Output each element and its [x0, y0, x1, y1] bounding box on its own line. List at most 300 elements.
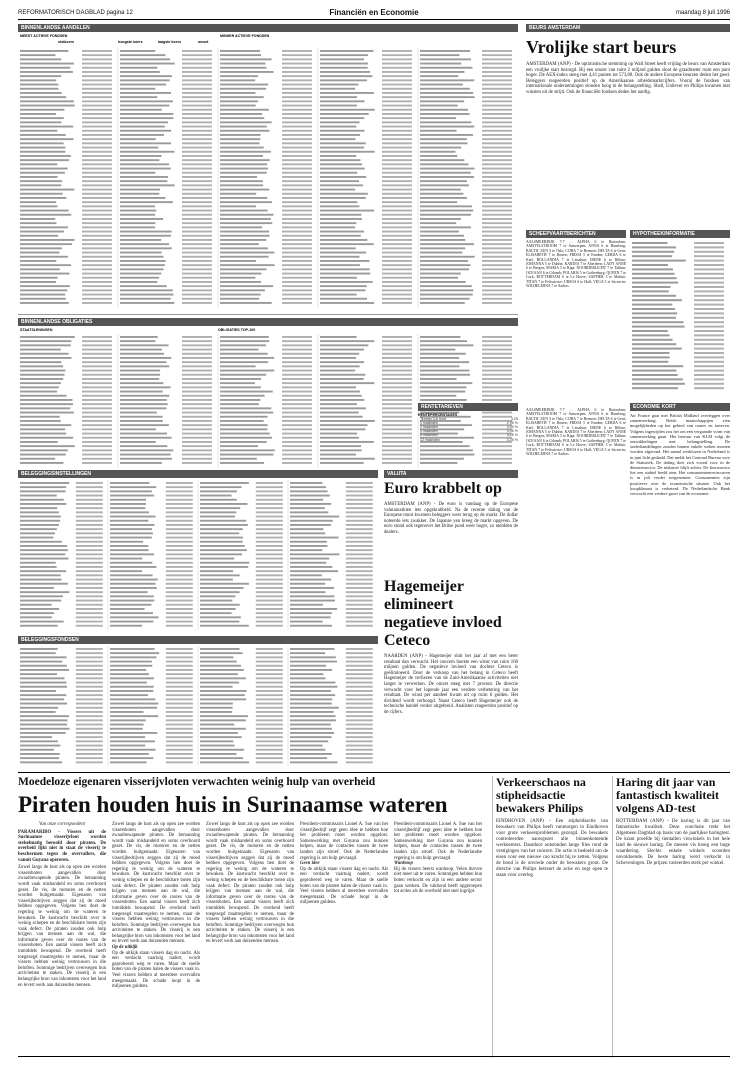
listing-value-line — [182, 260, 212, 262]
listing-value-line — [694, 251, 724, 253]
listing-value-line — [346, 532, 373, 534]
listing-name-line — [632, 330, 668, 332]
listing-name-line — [220, 75, 258, 77]
listing-value-line — [482, 264, 512, 266]
listing-name-line — [220, 172, 267, 174]
listing-name-line — [632, 326, 685, 328]
listing-name-line — [420, 260, 468, 262]
listing-name-line — [120, 151, 174, 153]
listing-value-line — [282, 412, 312, 414]
listing-name-line — [320, 100, 364, 102]
listing-value-line — [256, 570, 283, 572]
listing-value-line — [82, 395, 112, 397]
listing-name-line — [20, 285, 70, 287]
listing-name-line — [420, 378, 457, 380]
listing-name-line — [320, 407, 366, 409]
listing-value-line — [346, 707, 373, 709]
scheepvaart-text-cont: AALSMEERDIJK 7-7 ... ALPHA 6 te Rotterdam; AMSTELSTROOM 7 te Antwerpen; ANNA 6 te Hamburg; BALTIC SUN 5 te Oslo; CORA 7 te Bremen; DELTA 6 te Gent; ELISABETH 7 te Rouen; FRISIA 5 te Emden; GERDA 6 te Kiel; HOLLANDIA 7 te Lissabon; IRENE 6 te Bilbao; JOHANNA 5 te Dublin; KARINA 7 te Aberdeen; LADY ANNE 6 te Bergen; MARIA 5 te Riga; NOORDERLICHT 7 te Tallinn; OCEAAN 6 te Gdansk; POLARIS 5 te Gothenburg; QUEEN 7 te Cork; ROTTERDAM 6 te Le Havre; SAFFIER 5 te Malmö; TITAN 7 te Felixstowe; URSUS 6 te Hull; VEGA 5 te Szczecin; WILHELMINA 7 te Aarhus. — [526, 408, 626, 457]
listing-value-line — [282, 336, 312, 338]
listing-name-line — [20, 719, 67, 721]
listing-name-line — [120, 428, 156, 430]
listing-name-line — [120, 117, 173, 119]
listing-name-line — [320, 130, 364, 132]
listing-value-line — [482, 273, 512, 275]
listing-name-line — [220, 239, 266, 241]
listing-name-line — [290, 621, 323, 623]
listing-name-line — [290, 612, 332, 614]
listing-value-line — [382, 75, 412, 77]
listing-name-line — [320, 121, 360, 123]
listing-value-line — [182, 134, 212, 136]
listing-value-line — [694, 387, 724, 389]
listing-name-line — [320, 273, 370, 275]
listing-value-line — [282, 386, 312, 388]
listing-value-line — [346, 558, 373, 560]
listing-name-line — [120, 189, 160, 191]
listing-name-line — [120, 454, 171, 456]
listing-value-line — [382, 302, 412, 304]
listing-value-line — [282, 252, 312, 254]
body-hagemeijer: NAARDEN (ANP) - Hagemeijer sluit het jaar af met een beter resultaat dan verwacht. Het concern boekte een winst van ruim 160 miljoen gulden. De negatieve invloed van dochter Ceteco is geëlimineerd. Door de verkoop van het belang in Ceteco heeft Hagemeijer de verliezen van de Zuid-Amerikaanse activiteiten niet langer te verwerken. De omzet steeg met 7 procent. De directie verwacht voor het lopende jaar een verdere verbetering van het resultaat. De winst per aandeel kwam uit op ruim 6 gulden. Het dividend wordt verhoogd. Naast Ceteco heeft Hagemeijer ook de technische handel verder uitgebreid. Analisten reageerden positief op de cijfers. — [384, 654, 518, 715]
listing-name-line — [220, 117, 264, 119]
listing-value-line — [166, 703, 193, 705]
listing-name-line — [20, 130, 57, 132]
listing-name-line — [320, 201, 357, 203]
listing-name-line — [290, 616, 331, 618]
listing-value-line — [282, 71, 312, 73]
listing-name-line — [120, 357, 171, 359]
listing-name-line — [320, 247, 356, 249]
listing-name-line — [220, 445, 258, 447]
listing-name-line — [220, 214, 273, 216]
listing-value-line — [256, 528, 283, 530]
listing-name-line — [320, 134, 360, 136]
fondsen-columns — [18, 646, 378, 766]
listing-name-line — [110, 516, 156, 518]
listing-name-line — [20, 749, 54, 751]
listing-name-line — [200, 486, 242, 488]
listing-name-line — [420, 75, 458, 77]
listing-value-line — [482, 256, 512, 258]
listing-value-line — [182, 184, 212, 186]
listing-name-line — [290, 608, 337, 610]
listing-name-line — [120, 344, 169, 346]
listing-value-line — [282, 395, 312, 397]
listing-value-line — [282, 462, 312, 464]
listing-value-line — [282, 268, 312, 270]
listing-name-line — [20, 656, 67, 658]
listing-name-line — [632, 277, 677, 279]
listing-name-line — [120, 462, 162, 464]
listing-name-line — [200, 532, 239, 534]
listing-name-line — [120, 142, 171, 144]
listing-value-line — [382, 113, 412, 115]
listing-name-line — [420, 289, 473, 291]
listing-name-line — [110, 719, 146, 721]
listing-name-line — [320, 268, 370, 270]
listing-value-line — [82, 391, 112, 393]
listing-name-line — [220, 231, 269, 233]
listing-value-line — [256, 524, 283, 526]
listing-value-line — [166, 707, 193, 709]
listing-value-line — [166, 595, 193, 597]
listing-value-line — [76, 724, 103, 726]
listing-value-line — [346, 600, 373, 602]
listing-name-line — [220, 433, 270, 435]
listing-value-line — [482, 109, 512, 111]
headline-hagemeijer: Hagemeijer elimineert negatieve invloed Ceteco — [384, 578, 502, 649]
listing-name-line — [200, 600, 232, 602]
listing-value-line — [256, 761, 283, 763]
listing-name-line — [120, 277, 159, 279]
listing-value-line — [166, 591, 193, 593]
listing-name-line — [320, 264, 360, 266]
listing-value-line — [256, 499, 283, 501]
listing-value-line — [166, 749, 193, 751]
listing-name-line — [20, 231, 64, 233]
listing-value-line — [182, 79, 212, 81]
listing-value-line — [182, 155, 212, 157]
listing-name-line — [200, 698, 246, 700]
listing-name-line — [200, 686, 233, 688]
listing-name-line — [110, 570, 142, 572]
listing-name-line — [220, 399, 260, 401]
economie-kort-text: Air France gaat met British Midland overleggen over samenwerking. Beide maatschappijen zien mogelijkheden op het gebied van routes en tarieven. Volgens ingewijden zou het om een vergaande vorm van samenwerking gaan. Het bestuur van KLM volgt de ontwikkelingen met belangstelling. De onderhandelingen zouden binnen enkele weken moeten worden afgerond. Het aantal werklozen in Nederland is in juni licht gedaald. Dat meldt het Centraal Bureau voor de Statistiek. De daling doet zich vooral voor in de dienstensector. De industrie blijft achter. De bouwsector liet een stabiel beeld zien. Het consumentenvertrouwen is in juli verder toegenomen. Consumenten zijn positiever over de economische situatie. Ook het koopklimaat is verbeterd. De Nederlandsche Bank verwacht een verdere groei van de economie. — [630, 413, 730, 497]
article-haring — [616, 776, 730, 1058]
listing-name-line — [420, 163, 468, 165]
listing-value-line — [256, 686, 283, 688]
listing-value-line — [382, 151, 412, 153]
listing-value-line — [482, 353, 512, 355]
listing-value-line — [282, 407, 312, 409]
listing-name-line — [20, 180, 62, 182]
listing-value-line — [482, 395, 512, 397]
listing-value-line — [482, 193, 512, 195]
listing-name-line — [110, 728, 143, 730]
listing-value-line — [382, 134, 412, 136]
listing-name-line — [110, 482, 150, 484]
listing-name-line — [420, 226, 471, 228]
listing-value-line — [82, 361, 112, 363]
listing-value-line — [482, 84, 512, 86]
listing-value-line — [282, 205, 312, 207]
listing-value-line — [482, 391, 512, 393]
listing-name-line — [20, 433, 66, 435]
listing-name-line — [220, 268, 267, 270]
listing-name-line — [20, 399, 72, 401]
listing-value-line — [482, 113, 512, 115]
piraten-body-4: Bij de vissers heerst wanhoop. Velen durven niet meer uit te varen. Sommigen hebben hun boten verkocht en zijn in een andere sector gaan werken. De vakbond heeft opgeroepen tot acties als de overheid niet snel ingrijpt. — [394, 866, 482, 895]
listing-value-line — [382, 378, 412, 380]
listing-name-line — [120, 121, 168, 123]
listing-name-line — [20, 612, 54, 614]
listing-value-line — [182, 340, 212, 342]
listing-name-line — [220, 285, 273, 287]
listing-value-line — [482, 235, 512, 237]
listing-name-line — [20, 277, 58, 279]
listing-name-line — [110, 757, 153, 759]
listing-name-line — [120, 138, 156, 140]
listing-name-line — [220, 370, 274, 372]
section-beurs-amsterdam: BEURS AMSTERDAM — [526, 24, 730, 32]
listing-name-line — [220, 92, 255, 94]
listing-value-line — [76, 587, 103, 589]
listing-name-line — [320, 63, 368, 65]
listing-value-line — [182, 121, 212, 123]
listing-value-line — [382, 340, 412, 342]
listing-name-line — [290, 690, 331, 692]
listing-name-line — [420, 264, 471, 266]
listing-name-line — [110, 587, 157, 589]
listing-name-line — [420, 180, 467, 182]
listing-value-line — [182, 378, 212, 380]
listing-name-line — [220, 184, 263, 186]
listing-value-line — [482, 189, 512, 191]
listing-name-line — [420, 273, 461, 275]
section-beleggingsfondsen: BELEGGINGSFONDSEN — [18, 636, 378, 644]
listing-value-line — [346, 673, 373, 675]
listing-value-line — [166, 757, 193, 759]
listing-value-line — [256, 612, 283, 614]
listing-name-line — [20, 698, 64, 700]
listing-value-line — [346, 749, 373, 751]
listing-name-line — [110, 715, 158, 717]
listing-name-line — [110, 707, 157, 709]
listing-value-line — [382, 260, 412, 262]
listing-name-line — [320, 105, 357, 107]
listing-name-line — [20, 441, 58, 443]
listing-name-line — [110, 486, 156, 488]
listing-name-line — [200, 707, 233, 709]
listing-value-line — [82, 437, 112, 439]
listing-name-line — [110, 600, 154, 602]
listing-value-line — [382, 264, 412, 266]
listing-name-line — [20, 159, 69, 161]
listing-value-line — [694, 317, 724, 319]
listing-value-line — [282, 63, 312, 65]
listing-value-line — [382, 273, 412, 275]
listing-name-line — [20, 365, 63, 367]
listing-value-line — [166, 652, 193, 654]
listing-name-line — [220, 294, 261, 296]
listing-value-line — [382, 289, 412, 291]
listing-name-line — [20, 357, 71, 359]
listing-value-line — [346, 665, 373, 667]
listing-value-line — [256, 724, 283, 726]
listing-name-line — [320, 462, 364, 464]
listing-value-line — [346, 621, 373, 623]
listing-name-line — [20, 134, 66, 136]
listing-value-line — [282, 374, 312, 376]
listing-value-line — [382, 382, 412, 384]
stock-columns — [18, 48, 518, 308]
listing-value-line — [382, 79, 412, 81]
listing-name-line — [20, 193, 63, 195]
listing-value-line — [282, 151, 312, 153]
listing-value-line — [182, 138, 212, 140]
listing-name-line — [420, 172, 471, 174]
listing-name-line — [20, 652, 56, 654]
listing-name-line — [110, 608, 145, 610]
listing-name-line — [200, 541, 243, 543]
listing-value-line — [382, 268, 412, 270]
listing-name-line — [200, 499, 237, 501]
listing-name-line — [110, 591, 148, 593]
listing-name-line — [420, 277, 458, 279]
listing-value-line — [482, 63, 512, 65]
listing-name-line — [20, 75, 61, 77]
listing-value-line — [482, 168, 512, 170]
listing-value-line — [282, 126, 312, 128]
listing-value-line — [346, 549, 373, 551]
listing-value-line — [694, 246, 724, 248]
listing-value-line — [256, 656, 283, 658]
listing-value-line — [256, 757, 283, 759]
listing-name-line — [632, 242, 667, 244]
listing-name-line — [290, 591, 326, 593]
listing-value-line — [282, 92, 312, 94]
listing-name-line — [632, 268, 673, 270]
listing-value-line — [694, 378, 724, 380]
listing-name-line — [420, 121, 471, 123]
listing-name-line — [220, 50, 260, 52]
listing-value-line — [82, 344, 112, 346]
listing-value-line — [346, 562, 373, 564]
listing-name-line — [200, 711, 232, 713]
listing-name-line — [320, 391, 360, 393]
listing-value-line — [82, 340, 112, 342]
listing-value-line — [76, 520, 103, 522]
listing-value-line — [82, 180, 112, 182]
listing-name-line — [290, 648, 334, 650]
listing-name-line — [20, 336, 75, 338]
listing-value-line — [82, 349, 112, 351]
listing-name-line — [20, 600, 61, 602]
piraten-body-3a: Zowel langs de kust als op open zee worden vissersboten aangevallen door zwaarbewapende piraten. De bemanning wordt vaak mishandeld en soms overboord gezet. De vis, de motoren en de netten worden buitgemaakt. Eigenaren van visserijbedrijven zeggen dat zij de moed hebben opgegeven. Volgens hen doet de regering te weinig om de wateren te bewaken. De kustwacht beschikt over te weinig schepen en de beschikbare boten zijn vaak defect. De piraten zouden ook hulp krijgen van mensen aan de wal, die informatie geven over de routes van de vissersboten. Een aantal vissers heeft zich inmiddels bewapend. De overheid heeft toegezegd maatregelen te nemen, maar de vissers hebben weinig vertrouwen in die beloften. Sommige bedrijven overwegen hun activiteiten te staken. De visserij is een belangrijke bron van inkomsten voor het land en levert werk aan duizenden mensen. — [206, 822, 294, 945]
listing-value-line — [256, 537, 283, 539]
listing-value-line — [694, 348, 724, 350]
listing-value-line — [182, 113, 212, 115]
listing-name-line — [120, 441, 156, 443]
listing-value-line — [382, 370, 412, 372]
listing-value-line — [482, 218, 512, 220]
listing-name-line — [320, 382, 374, 384]
listing-name-line — [320, 243, 374, 245]
listing-value-line — [282, 433, 312, 435]
fund-columns — [18, 480, 378, 630]
listing-value-line — [76, 499, 103, 501]
listing-name-line — [420, 151, 455, 153]
listing-value-line — [182, 222, 212, 224]
listing-name-line — [632, 370, 676, 372]
listing-name-line — [20, 184, 61, 186]
piraten-body-1: Zowel langs de kust als op open zee worden vissersboten aangevallen door zwaarbewapende piraten. De bemanning wordt vaak mishandeld en soms overboord gezet. De vis, de motoren en de netten worden buitgemaakt. Eigenaren van visserijbedrijven zeggen dat zij de moed hebben opgegeven. Volgens hen doet de regering te weinig om de wateren te bewaken. De kustwacht beschikt over te weinig schepen en de beschikbare boten zijn vaak defect. De piraten zouden ook hulp krijgen van mensen aan de wal, die informatie geven over de routes van de vissersboten. Een aantal vissers heeft zich inmiddels bewapend. De overheid heeft toegezegd maatregelen te nemen, maar de vissers hebben weinig vertrouwen in die beloften. Sommige bedrijven overwegen hun activiteiten te staken. De visserij is een belangrijke bron van inkomsten voor het land en levert werk aan duizenden mensen. — [18, 865, 106, 988]
listing-value-line — [482, 54, 512, 56]
listing-value-line — [282, 231, 312, 233]
listing-value-line — [166, 516, 193, 518]
listing-value-line — [482, 138, 512, 140]
listing-value-line — [256, 503, 283, 505]
listing-name-line — [220, 420, 264, 422]
listing-value-line — [76, 482, 103, 484]
listing-value-line — [382, 386, 412, 388]
listing-value-line — [382, 210, 412, 212]
listing-name-line — [120, 201, 173, 203]
listing-name-line — [20, 669, 69, 671]
listing-value-line — [76, 562, 103, 564]
listing-value-line — [256, 604, 283, 606]
listing-value-line — [694, 383, 724, 385]
listing-name-line — [420, 370, 469, 372]
listing-value-line — [346, 625, 373, 627]
listing-value-line — [182, 285, 212, 287]
listing-name-line — [200, 648, 240, 650]
listing-value-line — [282, 247, 312, 249]
listing-value-line — [166, 570, 193, 572]
listing-name-line — [110, 682, 147, 684]
listing-value-line — [82, 155, 112, 157]
listing-value-line — [182, 361, 212, 363]
listing-name-line — [120, 382, 163, 384]
listing-value-line — [76, 745, 103, 747]
listing-value-line — [182, 391, 212, 393]
listing-name-line — [120, 96, 157, 98]
listing-name-line — [320, 403, 357, 405]
piraten-lead: PARAMARIBO - Vissers uit de Surinaamse visserijvloot worden stelselmatig beroofd door piraten. De overheid lijkt niet in staat de visserij te beschermen tegen de overvallers, die vanuit Guyana opereren. — [18, 829, 106, 863]
listing-name-line — [20, 252, 59, 254]
listing-value-line — [382, 424, 412, 426]
listing-value-line — [482, 142, 512, 144]
listing-value-line — [76, 703, 103, 705]
listing-name-line — [320, 235, 361, 237]
listing-name-line — [120, 412, 157, 414]
listing-name-line — [420, 349, 455, 351]
listing-name-line — [320, 365, 360, 367]
listing-value-line — [82, 214, 112, 216]
listing-name-line — [20, 740, 58, 742]
listing-name-line — [20, 88, 58, 90]
listing-name-line — [290, 549, 322, 551]
listing-value-line — [382, 239, 412, 241]
listing-value-line — [82, 126, 112, 128]
listing-name-line — [20, 370, 65, 372]
listing-name-line — [200, 562, 249, 564]
listing-value-line — [382, 201, 412, 203]
listing-name-line — [20, 155, 71, 157]
rente-label: 3 maanden — [420, 429, 438, 434]
listing-name-line — [420, 231, 459, 233]
listing-value-line — [282, 361, 312, 363]
listing-value-line — [82, 176, 112, 178]
listing-value-line — [346, 719, 373, 721]
listing-value-line — [82, 121, 112, 123]
listing-value-line — [182, 54, 212, 56]
listing-name-line — [110, 511, 149, 513]
listing-value-line — [82, 96, 112, 98]
listing-name-line — [320, 58, 364, 60]
listing-name-line — [290, 507, 325, 509]
section-binnenlandse-aandelen: BINNENLANDSE AANDELEN — [18, 24, 518, 32]
listing-value-line — [182, 403, 212, 405]
listing-name-line — [120, 239, 161, 241]
listing-value-line — [346, 486, 373, 488]
listing-value-line — [76, 757, 103, 759]
listing-value-line — [182, 336, 212, 338]
rente-label: 6 maanden — [420, 433, 438, 438]
listing-name-line — [320, 256, 360, 258]
listing-value-line — [282, 142, 312, 144]
listing-value-line — [694, 374, 724, 376]
